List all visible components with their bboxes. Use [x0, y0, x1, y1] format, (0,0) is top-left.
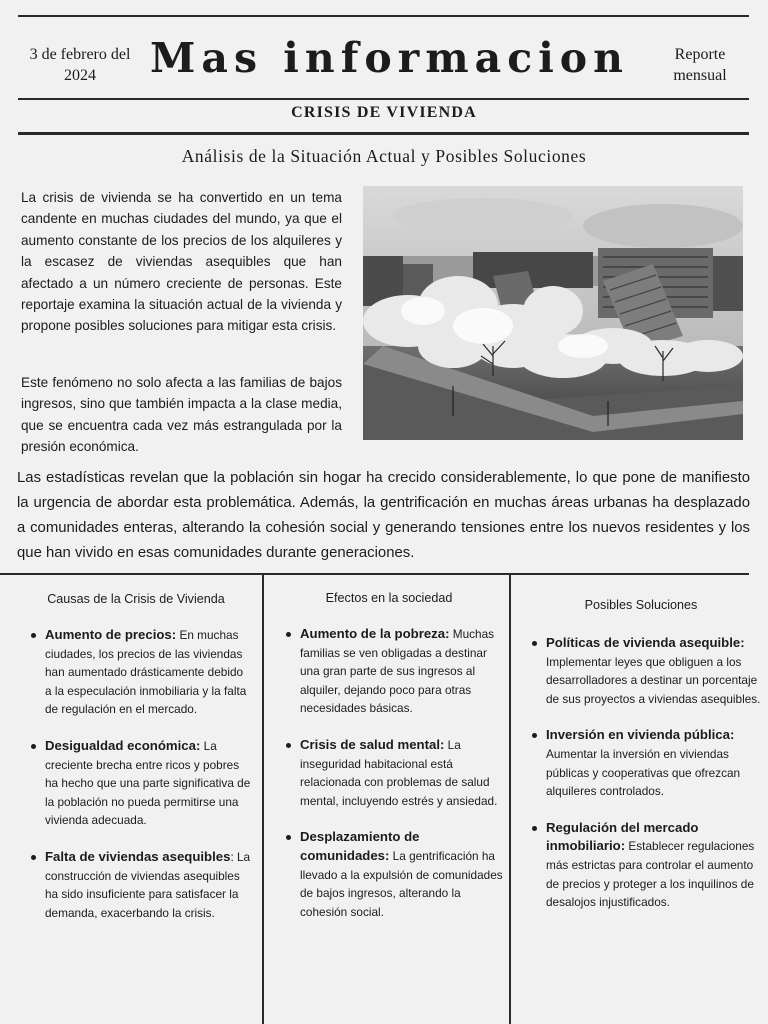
list-item	[546, 726, 761, 800]
item-title: Aumento de la pobreza:	[300, 626, 450, 641]
bullet-icon	[286, 632, 291, 637]
item-title: Desigualdad económica:	[45, 737, 201, 753]
column-header: Causas de la Crisis de Vivienda	[47, 592, 225, 606]
list-item	[45, 626, 252, 719]
item-text: La creciente brecha entre ricos y pobres ha hecho que una parte significativa de la población no pueda permitirse una vivienda adecuada.	[45, 738, 251, 828]
bullet-icon	[286, 743, 291, 748]
column-divider-1	[262, 574, 264, 1024]
list-item	[300, 736, 503, 810]
intro-paragraph-1: La crisis de vivienda se ha convertido en un tema candente en muchas ciudades del mundo, ya que el aumento constante de los precios de los alquileres y la escasez de viviendas asequibles que han afectado a un número creciente de personas. Este reportaje examina la situación actual de la vivienda y propone posibles soluciones para mitigar esta crisis.	[21, 190, 342, 334]
list-item	[300, 625, 503, 718]
item-text: Establecer regulaciones más estrictas para controlar el aumento de precios y proteger a los inquilinos de desalojos injustificados.	[546, 839, 755, 910]
masthead-rule	[18, 98, 749, 100]
solutions-list	[521, 634, 761, 912]
column-causes	[20, 574, 252, 1024]
item-title: Crisis de salud mental:	[300, 736, 445, 752]
list-item	[546, 819, 761, 912]
item-text: En muchas ciudades, los precios de las viviendas han aumentado drásticamente debido a la especulación inmobiliaria y la falta de regulación en el mercado.	[45, 628, 247, 717]
item-text: : La construcción de viviendas asequibles ha sido insuficiente para satisfacer la demanda, exacerbando la crisis.	[45, 849, 251, 920]
section-rule	[18, 132, 749, 135]
column-solutions	[521, 574, 761, 1024]
column-header: Posibles Soluciones	[584, 598, 698, 612]
bullet-icon	[31, 633, 36, 638]
item-text: La gentrificación ha llevado a la expulsión de comunidades de bajos ingresos, alterando la cohesión social.	[300, 848, 503, 919]
item-title: Desplazamiento de comunidades:	[300, 829, 420, 863]
item-text: Implementar leyes que obliguen a los desarrolladores a destinar un porcentaje de sus proyectos a viviendas asequibles.	[546, 654, 761, 706]
effects-list	[275, 625, 503, 921]
list-item	[45, 737, 252, 830]
column-header: Efectos en la sociedad	[325, 591, 453, 605]
intro-paragraph-2: Este fenómeno no solo afecta a las familias de bajos ingresos, sino que también impacta a la clase media, que se encuentra cada vez más estrangulada por la presión económica.	[21, 375, 342, 455]
newspaper-title: Mas informacion	[150, 34, 629, 82]
top-rule	[18, 15, 749, 17]
item-title: Falta de viviendas asequibles	[45, 848, 231, 864]
item-title: Aumento de precios:	[45, 627, 177, 642]
publication-date: 3 de febrero del 2024	[29, 46, 131, 84]
column-effects	[275, 574, 503, 1024]
column-divider-2	[509, 574, 511, 1024]
article-subtitle: Análisis de la Situación Actual y Posibles Soluciones	[181, 146, 587, 166]
bullet-icon	[532, 641, 537, 646]
item-text: La inseguridad habitacional está relacionada con problemas de salud mental, incluyendo estrés y ansiedad.	[300, 737, 498, 808]
list-item	[546, 634, 761, 708]
bullet-icon	[31, 855, 36, 860]
item-text: Muchas familias se ven obligadas a destinar una gran parte de sus ingresos al alquiler, dejando poco para otras necesidades básicas.	[300, 627, 495, 716]
statistics-paragraph: Las estadísticas revelan que la población sin hogar ha crecido considerablemente, lo que pone de manifiesto la urgencia de abordar esta problemática. Además, la gentrificación en muchas áreas urbanas ha desplazado a comunidades enteras, alterando la cohesión social y generando tensiones entre los nuevos residentes y los que han vivido en esas comunidades durante generaciones.	[17, 470, 750, 561]
bullet-icon	[532, 826, 537, 831]
bullet-icon	[532, 733, 537, 738]
causes-list	[20, 626, 252, 922]
bullet-icon	[286, 835, 291, 840]
bullet-icon	[31, 744, 36, 749]
item-title: Políticas de vivienda asequible:	[546, 635, 745, 650]
item-title: Regulación del mercado inmobiliario:	[546, 819, 699, 854]
list-item	[300, 828, 503, 921]
item-title: Inversión en vivienda pública:	[546, 727, 735, 743]
item-text: Aumentar la inversión en viviendas públicas y cooperativas que ofrezcan alquileres controlados.	[546, 746, 741, 799]
demolition-photo	[363, 186, 743, 440]
section-title: CRISIS DE VIVIENDA	[291, 104, 477, 121]
report-type: Reporte mensual	[673, 46, 727, 84]
list-item	[45, 848, 252, 922]
